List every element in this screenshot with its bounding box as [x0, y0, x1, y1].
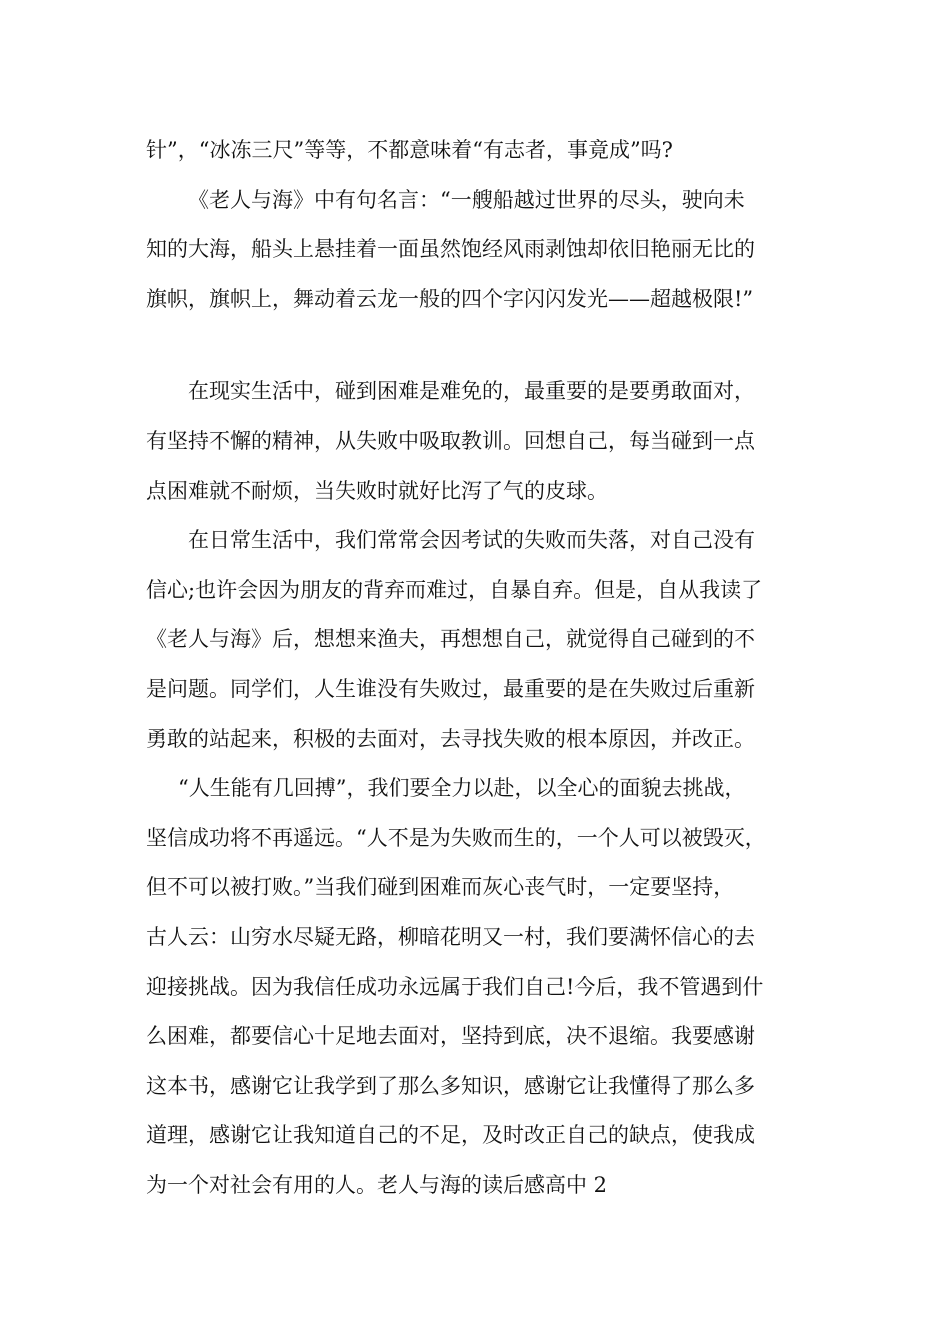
text-line: 这本书，感谢它让我学到了那么多知识，感谢它让我懂得了那么多	[146, 1073, 755, 1098]
text-line: 道理，感谢它让我知道自己的不足，及时改正自己的缺点，使我成	[146, 1123, 755, 1148]
text-line: 针”，“冰冻三尺”等等，不都意味着“有志者，事竟成”吗?	[146, 138, 673, 162]
text-line: 迎接挑战。因为我信任成功永远属于我们自己!今后，我不管遇到什	[146, 974, 764, 999]
text-line: 点困难就不耐烦，当失败时就好比泻了气的皮球。	[146, 478, 608, 503]
text-line: 为一个对社会有用的人。老人与海的读后感高中 2	[146, 1172, 608, 1197]
text-line: 是问题。同学们，人生谁没有失败过，最重要的是在失败过后重新	[146, 676, 755, 701]
text-line: 有坚持不懈的精神，从失败中吸取教训。回想自己，每当碰到一点	[146, 428, 755, 453]
text-line: 信心;也许会因为朋友的背弃而难过，自暴自弃。但是，自从我读了	[146, 577, 763, 602]
text-line: 《老人与海》中有句名言：“一艘船越过世界的尽头，驶向未	[188, 187, 745, 212]
text-line: 旗帜，旗帜上，舞动着云龙一般的四个字闪闪发光——超越极限!”	[146, 286, 754, 311]
text-line: 么困难，都要信心十足地去面对，坚持到底，决不退缩。我要感谢	[146, 1024, 755, 1049]
text-line: 在日常生活中，我们常常会因考试的失败而失落，对自己没有	[188, 528, 755, 553]
text-line: 古人云：山穷水尽疑无路，柳暗花明又一村，我们要满怀信心的去	[146, 924, 755, 949]
text-line: 但不可以被打败。”当我们碰到困难而灰心丧气时，一定要坚持，	[146, 875, 735, 900]
text-line: 坚信成功将不再遥远。“人不是为失败而生的，一个人可以被毁灭，	[146, 825, 766, 850]
document-body	[146, 126, 836, 1210]
text-line: 知的大海，船头上悬挂着一面虽然饱经风雨剥蚀却依旧艳丽无比的	[146, 237, 755, 262]
text-line: 《老人与海》后，想想来渔夫，再想想自己，就觉得自己碰到的不	[146, 627, 755, 652]
text-line: 勇敢的站起来，积极的去面对，去寻找失败的根本原因，并改正。	[146, 726, 755, 751]
paragraph-gap	[146, 324, 836, 367]
text-line: “人生能有几回搏”，我们要全力以赴，以全心的面貌去挑战，	[178, 776, 746, 801]
text-line: 在现实生活中，碰到困难是难免的，最重要的是要勇敢面对，	[188, 379, 755, 404]
